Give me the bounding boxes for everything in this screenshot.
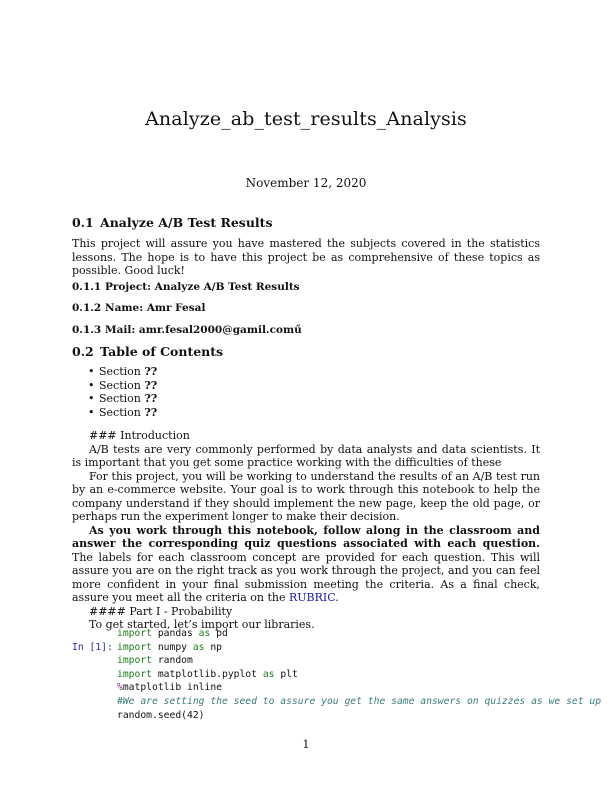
toc-item-label: Section: [99, 365, 141, 378]
part-one-heading: #### Part I - Probability: [89, 604, 233, 618]
section-title: Analyze A/B Test Results: [100, 215, 273, 230]
paragraph-import-libraries: To get started, let’s import our libraries.: [89, 618, 315, 631]
rubric-link[interactable]: RUBRIC: [289, 591, 336, 604]
toc-item[interactable]: [90, 365, 157, 379]
intro-paragraph: This project will assure you have mastered the subjects covered in the statistics lessons. The hope is to have this project be as comprehensive of these topics as possible. Good luck!: [72, 237, 540, 277]
code-line-seed: random.seed(42): [117, 709, 205, 721]
subsection-number: 0.1.3: [72, 324, 102, 336]
code-line: import random: [117, 655, 193, 667]
toc-item-ref: ??: [144, 392, 158, 406]
code-line-magic: %matplotlib inline: [117, 682, 222, 694]
code-line: import numpy as np: [117, 641, 222, 653]
quiz-instructions-end: .: [335, 591, 339, 604]
code-cell-source: [117, 627, 601, 722]
quiz-instructions-bold: As you work through this notebook, follow along in the classroom and answer the corresponding quiz questions associated with each question.: [72, 523, 540, 550]
table-of-contents-list: [90, 365, 157, 420]
toc-item-label: Section: [99, 406, 141, 420]
code-cell-prompt: In [1]:: [72, 641, 113, 653]
section-heading-1: [72, 215, 273, 230]
page-number: 1: [302, 738, 310, 751]
section-number: 0.1: [72, 215, 94, 230]
paragraph-quiz-instructions: [72, 524, 540, 605]
body-text: [72, 429, 540, 632]
toc-item-ref: ??: [144, 406, 158, 420]
code-line-comment: #We are setting the seed to assure you get the same answers on quizzes as we set up: [117, 695, 602, 707]
paragraph-ab-tests: A/B tests are very commonly performed by data analysts and data scientists. It is important that you get some practice working with the difficulties of these: [72, 442, 540, 469]
quiz-instructions-rest: The labels for each classroom concept are provided for each question. This will assure you are on the right track as you work through the project, and you can feel more confident in your final submission meeting the criteria. As a final check, assure you meet all the criteria on the: [72, 550, 540, 604]
toc-item[interactable]: [90, 379, 157, 393]
toc-item-ref: ??: [144, 365, 158, 378]
toc-item-label: Section: [99, 392, 141, 406]
paragraph-project-goal: For this project, you will be working to understand the results of an A/B test run by an e-commerce website. Your goal is to work through this notebook to help the company understand if they should implement the new page, keep the old page, or perhaps run the experiment longer to make their decision.: [72, 469, 540, 523]
code-line: import matplotlib.pyplot as plt: [117, 668, 298, 680]
toc-item-ref: ??: [144, 378, 158, 392]
introduction-heading: ### Introduction: [89, 429, 190, 442]
document-title: Analyze_ab_test_results_Analysis: [145, 108, 467, 130]
toc-item-label: Section: [99, 378, 141, 392]
subsection-number: 0.1.2: [72, 302, 102, 314]
toc-item[interactable]: [90, 406, 157, 420]
subsection-number: 0.1.1: [72, 281, 102, 293]
subsection-heading-project: [72, 281, 300, 293]
section-number: 0.2: [72, 344, 94, 359]
toc-item[interactable]: [90, 392, 157, 406]
subsection-title: Project: Analyze A/B Test Results: [105, 281, 300, 293]
subsection-title: Mail: amr.fesal2000@gamil.comű: [105, 324, 302, 336]
section-title: Table of Contents: [100, 344, 224, 359]
subsection-title: Name: Amr Fesal: [105, 302, 206, 314]
subsection-heading-mail: [72, 324, 302, 336]
subsection-heading-name: [72, 302, 205, 314]
document-date: November 12, 2020: [245, 176, 367, 190]
code-line: import pandas as pd: [117, 628, 228, 639]
section-heading-2: [72, 344, 223, 359]
code-cell[interactable]: [72, 627, 612, 721]
